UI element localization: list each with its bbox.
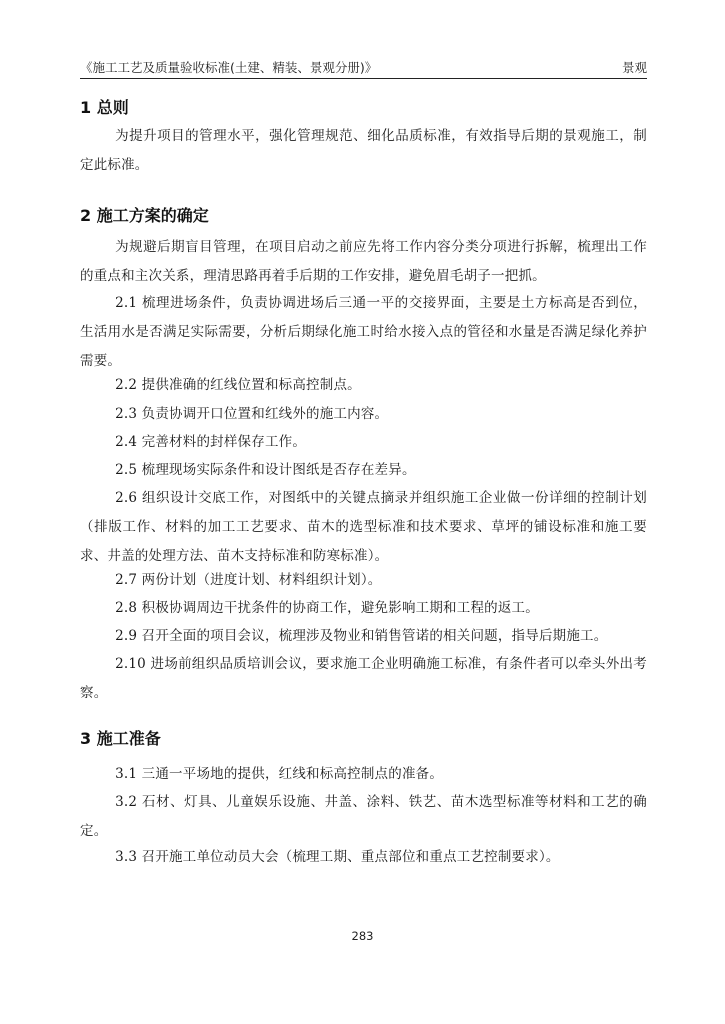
paragraph: 2.10 进场前组织品质培训会议，要求施工企业明确施工标准，有条件者可以牵头外出考察。 — [80, 656, 647, 701]
section-heading-3: 3 施工准备 — [80, 729, 161, 748]
section-heading-1: 1 总则 — [80, 98, 129, 117]
paragraph: 2.8 积极协调周边干扰条件的协商工作，避免影响工期和工程的返工。 — [115, 600, 539, 616]
paragraph: 2.4 完善材料的封样保存工作。 — [115, 434, 307, 450]
paragraph: 为提升项目的管理水平，强化管理规范、细化品质标准，有效指导后期的景观施工，制定此标准。 — [80, 128, 647, 173]
paragraph: 2.5 梳理现场实际条件和设计图纸是否存在差异。 — [115, 462, 416, 478]
paragraph: 3.3 召开施工单位动员大会（梳理工期、重点部位和重点工艺控制要求）。 — [115, 849, 560, 865]
paragraph: 2.6 组织设计交底工作，对图纸中的关键点摘录并组织施工企业做一份详细的控制计划（排版工作、材料的加工工艺要求、苗木的选型标准和技术要求、草坪的铺设标准和施工要求、井盖的处理方法、苗木支持标准和防寒标准）。 — [80, 490, 647, 564]
paragraph: 2.3 负责协调开口位置和红线外的施工内容。 — [115, 406, 389, 422]
paragraph: 2.1 梳理进场条件，负责协调进场后三通一平的交接界面，主要是土方标高是否到位，生活用水是否满足实际需要，分析后期绿化施工时给水接入点的管径和水量是否满足绿化养护需要。 — [80, 295, 647, 369]
paragraph: 2.9 召开全面的项目会议，梳理涉及物业和销售管诺的相关问题，指导后期施工。 — [115, 628, 608, 644]
paragraph: 3.1 三通一平场地的提供，红线和标高控制点的准备。 — [115, 766, 444, 782]
paragraph: 3.2 石材、灯具、儿童娱乐设施、井盖、涂料、铁艺、苗木选型标准等材料和工艺的确定。 — [80, 794, 647, 839]
paragraph: 2.2 提供准确的红线位置和标高控制点。 — [115, 377, 361, 393]
page-number: 283 — [351, 929, 374, 943]
paragraph: 为规避后期盲目管理，在项目启动之前应先将工作内容分类分项进行拆解，梳理出工作的重点和主次关系，理清思路再着手后期的工作安排，避免眉毛胡子一把抓。 — [80, 239, 647, 284]
header-title: 《施工工艺及质量验收标准(土建、精装、景观分册)》 — [80, 60, 378, 75]
running-header — [80, 58, 647, 76]
header-section: 景观 — [621, 60, 647, 75]
section-heading-2: 2 施工方案的确定 — [80, 206, 209, 225]
header-rule — [80, 78, 647, 79]
paragraph: 2.7 两份计划（进度计划、材料组织计划）。 — [115, 572, 382, 588]
